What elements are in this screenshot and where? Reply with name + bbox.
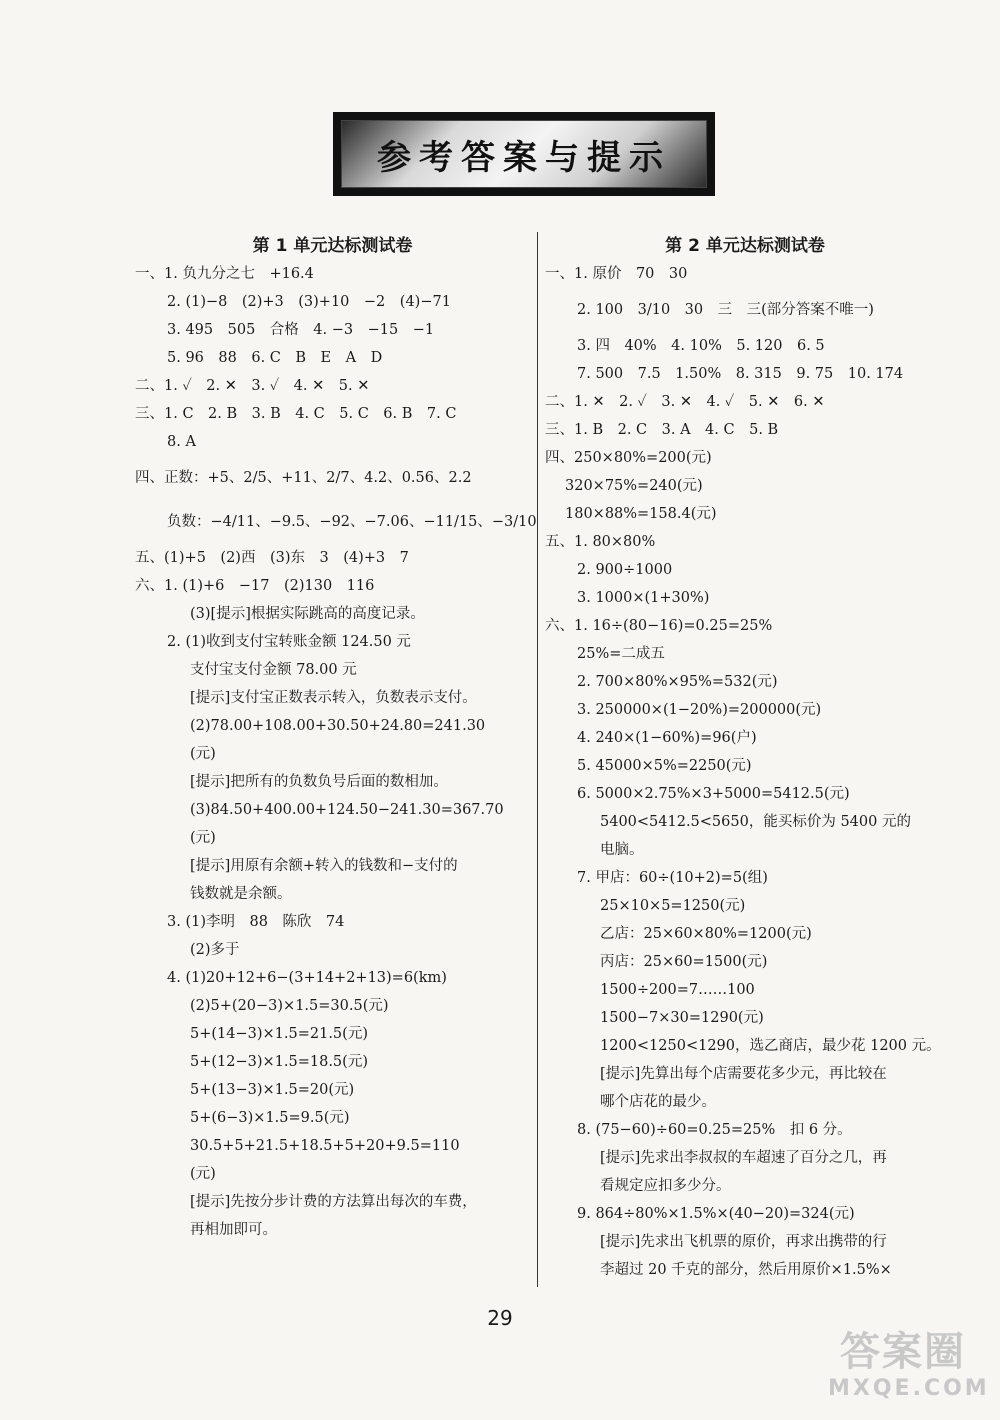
answer-line: 五、(1)+5 (2)西 (3)东 3 (4)+3 7 (135, 550, 409, 566)
watermark-url: MXQE.COM (828, 1376, 990, 1401)
answer-line: 25×10×5=1250(元) (600, 898, 746, 914)
answer-line: 1200<1250<1290，选乙商店，最少花 1200 元。 (600, 1038, 941, 1054)
left-column-title: 第 1 单元达标测试卷 (252, 236, 413, 256)
answer-line: [提示]先求出李叔叔的车超速了百分之几，再 (600, 1150, 887, 1166)
answer-line: 3. 250000×(1−20%)=200000(元) (577, 702, 822, 718)
answer-line: 丙店：25×60=1500(元) (600, 954, 768, 970)
answer-line: 电脑。 (600, 842, 644, 858)
answer-line: 5+(13−3)×1.5=20(元) (190, 1082, 355, 1098)
answer-line: 320×75%=240(元) (565, 478, 703, 494)
answer-line: 再相加即可。 (190, 1222, 277, 1238)
answer-line: 5. 45000×5%=2250(元) (577, 758, 752, 774)
answer-line: 三、1. B 2. C 3. A 4. C 5. B (545, 422, 779, 438)
answer-line: 六、1. (1)+6 −17 (2)130 116 (135, 578, 375, 594)
column-divider (537, 232, 538, 1287)
watermark-text: 答案圈 (840, 1329, 966, 1375)
answer-line: 2. 900÷1000 (577, 562, 673, 578)
answer-line: 1500÷200=7……100 (600, 982, 755, 998)
answer-line: [提示]支付宝正数表示转入，负数表示支付。 (190, 690, 477, 706)
answer-line: 三、1. C 2. B 3. B 4. C 5. C 6. B 7. C (135, 406, 457, 422)
watermark-logo (828, 1328, 990, 1408)
answer-line: 5+(14−3)×1.5=21.5(元) (190, 1026, 368, 1042)
answer-line: 9. 864÷80%×1.5%×(40−20)=324(元) (577, 1206, 855, 1222)
answer-line: 李超过 20 千克的部分，然后用原价×1.5%× (600, 1262, 892, 1278)
page-number: 29 (487, 1306, 513, 1330)
answer-line: (3)[提示]根据实际跳高的高度记录。 (190, 606, 425, 622)
answer-line: (元) (190, 1166, 216, 1182)
answer-line: 支付宝支付金额 78.00 元 (190, 662, 357, 678)
answer-line: (2)78.00+108.00+30.50+24.80=241.30 (190, 718, 486, 734)
answer-line: (元) (190, 746, 216, 762)
answer-line: 6. 5000×2.75%×3+5000=5412.5(元) (577, 786, 850, 802)
title-banner-inner (341, 120, 707, 188)
answer-line: 乙店：25×60×80%=1200(元) (600, 926, 812, 942)
answer-line: 2. (1)收到支付宝转账金额 124.50 元 (167, 634, 411, 650)
answer-line: 5400<5412.5<5650，能买标价为 5400 元的 (600, 814, 911, 830)
answer-line: 五、1. 80×80% (545, 534, 656, 550)
answer-line: [提示]把所有的负数负号后面的数相加。 (190, 774, 448, 790)
answer-line: 四、正数：+5、2/5、+11、2/7、4.2、0.56、2.2 (135, 470, 472, 486)
answer-line: 30.5+5+21.5+18.5+5+20+9.5=110 (190, 1138, 460, 1154)
left-column-unit-1 (135, 232, 537, 1244)
answer-line: 8. (75−60)÷60=0.25=25% 扣 6 分。 (577, 1122, 852, 1138)
answer-line: 3. 1000×(1+30%) (577, 590, 710, 606)
answer-line: 二、1. ✕ 2. ✓ 3. ✕ 4. ✓ 5. ✕ 6. ✕ (545, 394, 825, 410)
answer-line: 5. 96 88 6. C B E A D (167, 350, 383, 366)
answer-line: 哪个店花的最少。 (600, 1094, 716, 1110)
answer-line: 7. 500 7.5 1.50% 8. 315 9. 75 10. 174 (577, 366, 904, 382)
right-column-title: 第 2 单元达标测试卷 (665, 236, 825, 256)
answer-line: (2)5+(20−3)×1.5=30.5(元) (190, 998, 389, 1014)
answer-line: 1500−7×30=1290(元) (600, 1010, 764, 1026)
answer-line: 4. 240×(1−60%)=96(户) (577, 730, 757, 746)
answer-line: 六、1. 16÷(80−16)=0.25=25% (545, 618, 773, 634)
answer-line: 二、1. ✓ 2. ✕ 3. ✓ 4. ✕ 5. ✕ (135, 378, 370, 394)
answer-line: [提示]先算出每个店需要花多少元，再比较在 (600, 1066, 887, 1082)
answer-line: 看规定应扣多少分。 (600, 1178, 731, 1194)
page-title: 参考答案与提示 (377, 137, 671, 178)
answer-line: (2)多于 (190, 942, 240, 958)
answer-line: 5+(12−3)×1.5=18.5(元) (190, 1054, 368, 1070)
answer-line: 一、1. 原价 70 30 (545, 266, 688, 282)
answer-line: 180×88%=158.4(元) (565, 506, 717, 522)
answer-line: 四、250×80%=200(元) (545, 450, 712, 466)
answer-line: 2. (1)−8 (2)+3 (3)+10 −2 (4)−71 (167, 294, 451, 310)
answer-line: 8. A (167, 434, 196, 450)
answer-line: 5+(6−3)×1.5=9.5(元) (190, 1110, 350, 1126)
answer-line: [提示]先求出飞机票的原价，再求出携带的行 (600, 1234, 887, 1250)
answer-line: 4. (1)20+12+6−(3+14+2+13)=6(km) (167, 970, 447, 986)
answer-line: 7. 甲店：60÷(10+2)=5(组) (577, 870, 768, 886)
answer-line: 25%=二成五 (577, 646, 665, 662)
answer-line: 2. 100 3/10 30 三 三(部分答案不唯一) (577, 302, 874, 318)
answer-line: 钱数就是余额。 (190, 886, 292, 902)
answer-line: (元) (190, 830, 216, 846)
answer-line: 3. 495 505 合格 4. −3 −15 −1 (167, 322, 435, 338)
answer-line: 2. 700×80%×95%=532(元) (577, 674, 778, 690)
right-column-unit-2 (545, 232, 945, 1284)
answer-line: (3)84.50+400.00+124.50−241.30=367.70 (190, 802, 504, 818)
answer-line: [提示]用原有余额+转入的钱数和−支付的 (190, 858, 458, 874)
answer-line: 一、1. 负九分之七 +16.4 (135, 266, 314, 282)
answer-line: 3. (1)李明 88 陈欣 74 (167, 914, 345, 930)
title-banner (333, 112, 715, 196)
answer-line: 3. 四 40% 4. 10% 5. 120 6. 5 (577, 338, 825, 354)
answer-line: 负数：−4/11、−9.5、−92、−7.06、−11/15、−3/10 (167, 514, 537, 530)
answer-line: [提示]先按分步计费的方法算出每次的车费， (190, 1194, 477, 1210)
